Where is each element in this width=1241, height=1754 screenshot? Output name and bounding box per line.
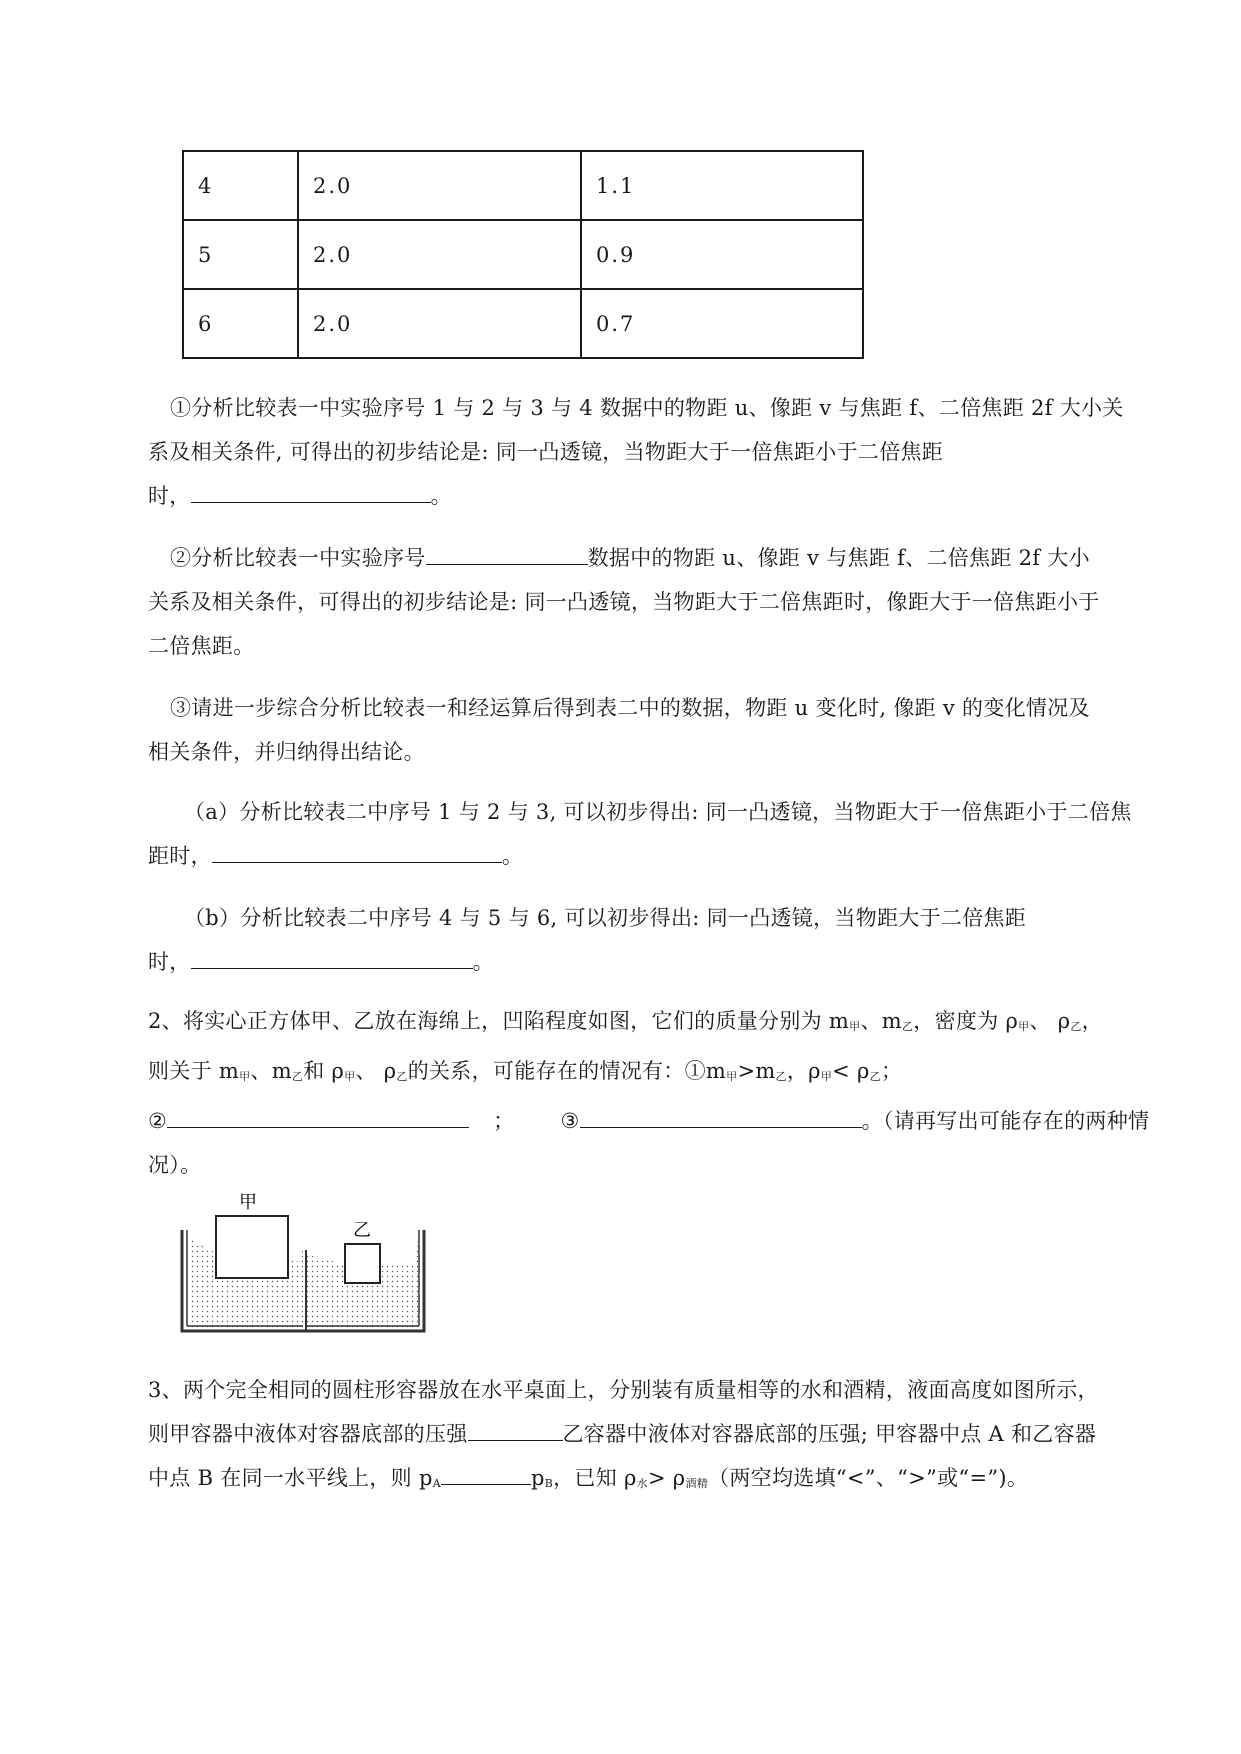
text-line: （b）分析比较表二中序号 4 与 5 与 6, 可以初步得出: 同一凸透镜，当物距大于二倍焦距: [184, 906, 1027, 930]
text-fragment: ；: [880, 1059, 903, 1083]
table-cell: 4: [183, 151, 298, 220]
text-line: ③请进一步综合分析比较表一和经运算后得到表二中的数据，物距 u 变化时, 像距 v 的变化情况及: [170, 696, 1090, 720]
answer-blank[interactable]: [441, 1462, 531, 1485]
text-fragment: ，: [1081, 1009, 1103, 1033]
subscript: 甲: [820, 1070, 833, 1083]
text-fragment: ，已知 ρ: [553, 1466, 637, 1490]
subscript: 甲: [239, 1070, 251, 1083]
subscript: 甲: [1018, 1020, 1030, 1033]
answer-blank[interactable]: [212, 840, 502, 863]
text-fragment: 中点 B 在同一水平线上，则 p: [148, 1466, 433, 1490]
question-3: [148, 1368, 1153, 1506]
text-fragment: < ρ: [832, 1059, 870, 1083]
text-line: [148, 474, 1153, 518]
text-fragment: ，密度为 ρ: [913, 1009, 1019, 1033]
subscript: 甲: [726, 1070, 738, 1083]
cube-yi: [345, 1244, 380, 1283]
data-table: [182, 150, 864, 359]
cube-label-yi: 乙: [353, 1220, 371, 1241]
text-line: 相关条件，并归纳得出结论。: [148, 740, 425, 764]
text-fragment: 。: [430, 484, 452, 508]
text-line: [148, 1456, 1153, 1506]
text-fragment: ，: [786, 1059, 809, 1083]
text-line: 关系及相关条件，可得出的初步结论是: 同一凸透镜，当物距大于二倍焦距时，像距大于一倍焦距小于: [148, 590, 1100, 614]
text-line: ①分析比较表一中实验序号 1 与 2 与 3 与 4 数据中的物距 u、像距 v 与焦距 f、二倍焦距 2f 大小关: [170, 396, 1124, 420]
subscript: 乙: [901, 1020, 914, 1033]
text-fragment: 、 ρ: [355, 1059, 397, 1083]
text-line: [148, 536, 1153, 580]
table-row: [183, 151, 863, 220]
text-line: [148, 1099, 1153, 1143]
text-line: 二倍焦距。: [148, 634, 255, 658]
table-row: [183, 220, 863, 289]
text-fragment: ρ: [808, 1059, 821, 1083]
table-cell: 2.0: [298, 289, 581, 358]
table-cell: 1.1: [581, 151, 863, 220]
text-line: [148, 940, 1153, 984]
subscript: 乙: [869, 1070, 881, 1083]
text-line: [148, 1412, 1153, 1456]
table-cell: 6: [183, 289, 298, 358]
subscript: 乙: [291, 1070, 304, 1083]
text-fragment: 数据中的物距 u、像距 v 与焦距 f、二倍焦距 2f 大小: [587, 546, 1090, 570]
table-cell: 2.0: [298, 151, 581, 220]
paragraph-q1-b: [148, 896, 1153, 984]
text-fragment: 则关于 m: [148, 1059, 240, 1083]
subscript: 甲: [849, 1020, 861, 1033]
text-fragment: ②: [148, 1109, 168, 1133]
text-line: 系及相关条件, 可得出的初步结论是: 同一凸透镜，当物距大于一倍焦距小于二倍焦距: [148, 440, 944, 464]
text-fragment: 时，: [148, 484, 191, 508]
text-line: 3、两个完全相同的圆柱形容器放在水平桌面上，分别装有质量相等的水和酒精，液面高度如图所示，: [148, 1378, 1099, 1402]
subscript: 甲: [344, 1070, 356, 1083]
text-fragment: 时，: [148, 950, 191, 974]
cube-label-jia: 甲: [239, 1192, 257, 1213]
answer-blank[interactable]: [468, 1418, 563, 1441]
text-fragment: 。: [501, 844, 524, 868]
text-line: 况）。: [148, 1153, 202, 1177]
paragraph-q1-part2: [148, 536, 1153, 668]
table-cell: 0.7: [581, 289, 863, 358]
sponge-figure: [176, 1180, 456, 1345]
text-fragment: ②分析比较表一中实验序号: [170, 546, 426, 570]
paragraph-q1-a: [148, 790, 1153, 878]
sponge-diagram: [176, 1180, 456, 1345]
text-fragment: ③: [560, 1109, 580, 1133]
answer-blank[interactable]: [580, 1105, 862, 1128]
answer-blank[interactable]: [167, 1105, 469, 1128]
subscript: A: [432, 1477, 441, 1490]
text-fragment: > ρ: [647, 1466, 686, 1490]
subscript: 乙: [1070, 1020, 1082, 1033]
answer-blank[interactable]: [426, 542, 588, 565]
subscript: 酒精: [685, 1477, 709, 1490]
subscript: 水: [636, 1477, 648, 1490]
text-fragment: 、m: [250, 1059, 292, 1083]
text-fragment: 、m: [860, 1009, 902, 1033]
subscript: 乙: [396, 1070, 408, 1083]
answer-blank[interactable]: [191, 946, 473, 969]
text-fragment: 和 ρ: [303, 1059, 345, 1083]
table-cell: 2.0: [298, 220, 581, 289]
text-fragment: 则甲容器中液体对容器底部的压强: [148, 1422, 468, 1446]
text-fragment: p: [530, 1466, 545, 1490]
text-fragment: （两空均选填“<”、“>”或“=”)。: [708, 1466, 1029, 1490]
text-fragment: 。（请再写出可能存在的两种情: [861, 1109, 1150, 1133]
text-fragment: ；: [493, 1109, 515, 1133]
table-cell: 5: [183, 220, 298, 289]
paragraph-q1-part3: [148, 686, 1153, 774]
text-line: （a）分析比较表二中序号 1 与 2 与 3, 可以初步得出: 同一凸透镜，当物距大于一倍焦距小于二倍焦: [184, 800, 1132, 824]
subscript: 乙: [775, 1070, 787, 1083]
subscript: B: [544, 1477, 554, 1490]
text-line: [148, 999, 1153, 1049]
text-line: [148, 834, 1153, 878]
text-fragment: 的关系，可能存在的情况有：①m: [407, 1059, 727, 1083]
question-2: [148, 999, 1153, 1187]
text-fragment: 距时，: [148, 844, 212, 868]
text-line: [148, 1049, 1153, 1099]
answer-blank[interactable]: [191, 480, 431, 503]
cube-jia: [216, 1216, 288, 1278]
text-fragment: 乙容器中液体对容器底部的压强; 甲容器中点 A 和乙容器: [562, 1422, 1097, 1446]
text-fragment: 2、将实心正方体甲、乙放在海绵上，凹陷程度如图，它们的质量分别为 m: [148, 1009, 850, 1033]
table-cell: 0.9: [581, 220, 863, 289]
text-fragment: 、 ρ: [1029, 1009, 1071, 1033]
text-fragment: 。: [472, 950, 494, 974]
paragraph-q1-part1: [148, 386, 1153, 518]
text-fragment: >m: [737, 1059, 776, 1083]
table-row: [183, 289, 863, 358]
